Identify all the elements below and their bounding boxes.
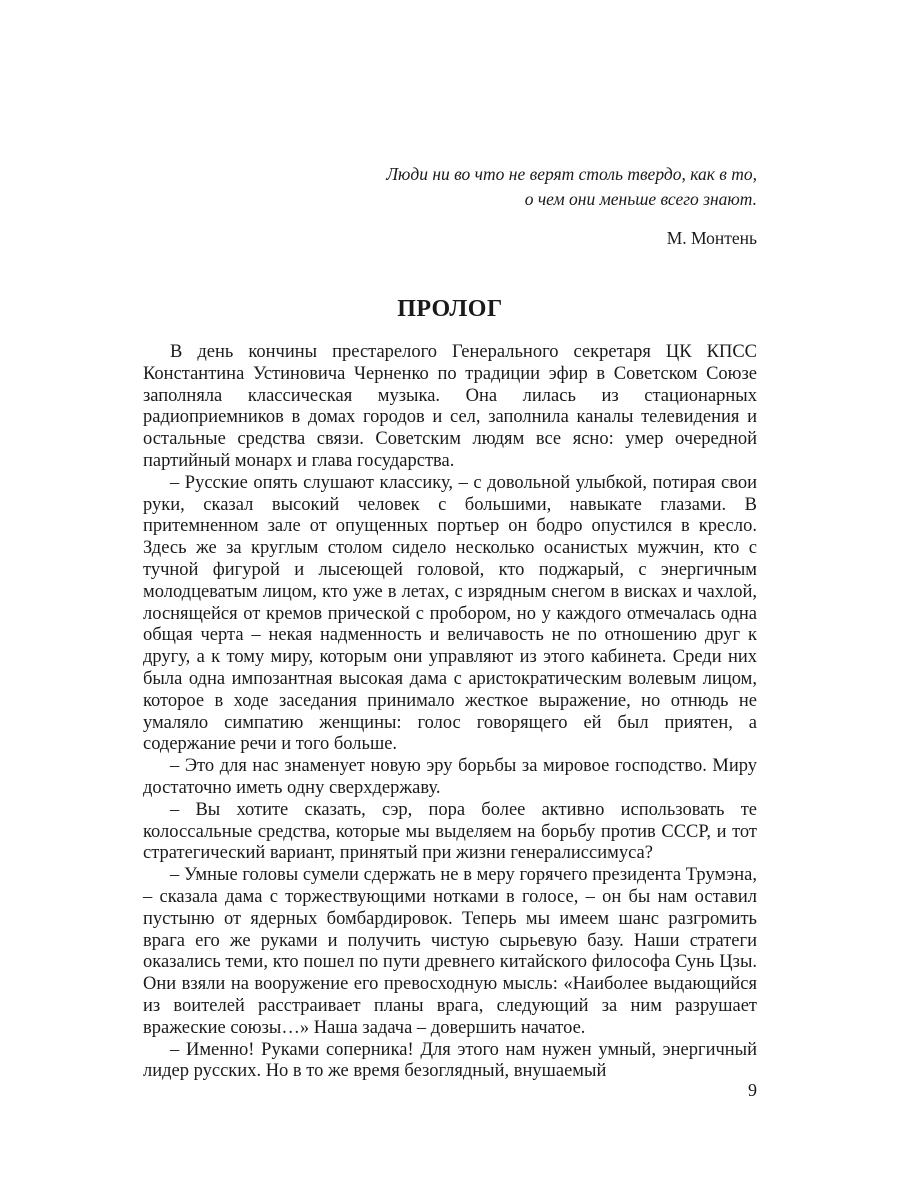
- page-number: 9: [748, 1080, 757, 1100]
- epigraph: [386, 162, 757, 212]
- paragraph: – Русские опять слушают классику, – с довольной улыбкой, потирая свои руки, сказал высокий человек с большими, навыкате глазами. В притемненном зале от опущенных портьер он бодро опустился в кресло. Здесь же за круглым столом сидело несколько осанистых мужчин, кто с тучной фигурой и лысеющей головой, кто поджарый, с энергичным молодцеватым лицом, кто уже в летах, с изрядным снегом в висках и чахлой, лоснящейся от кремов прической с пробором, но у каждого отмечалась одна общая черта – некая надменность и величавость не по отношению друг к другу, а к тому миру, которым они управляют из этого кабинета. Среди них была одна импозантная высокая дама с аристократическим волевым лицом, которое в ходе заседания принимало жесткое выражение, но отнюдь не умаляло симпатию женщины: голос говорящего ей был приятен, а содержание речи и того больше.: [143, 472, 757, 755]
- paragraph: – Вы хотите сказать, сэр, пора более активно использовать те колоссальные средства, которые мы выделяем на борьбу против СССР, и тот стратегический вариант, принятый при жизни генералиссимуса?: [143, 799, 757, 864]
- paragraph: В день кончины престарелого Генерального секретаря ЦК КПСС Константина Устиновича Черненко по традиции эфир в Советском Союзе заполняла классическая музыка. Она лилась из стационарных радиоприемников в домах городов и сел, заполнила каналы телевидения и остальные средства связи. Советским людям все ясно: умер очередной партийный монарх и глава государства.: [143, 342, 757, 471]
- epigraph-line-1: Люди ни во что не верят столь твердо, как в то,: [386, 164, 757, 184]
- chapter-body: [143, 342, 757, 1083]
- paragraph: – Именно! Руками соперника! Для этого нам нужен умный, энергичный лидер русских. Но в то же время безоглядный, внушаемый: [143, 1039, 757, 1082]
- epigraph-author: М. Монтень: [666, 228, 757, 248]
- epigraph-line-2: о чем они меньше всего знают.: [524, 189, 757, 209]
- paragraph: – Умные головы сумели сдержать не в меру горячего президента Трумэна, – сказала дама с торжествующими нотками в голосе, – он бы нам оставил пустыню от ядерных бомбардировок. Теперь мы имеем шанс разгромить врага его же руками и получить чистую сырьевую базу. Наши стратеги оказались теми, кто пошел по пути древнего китайского философа Сунь Цзы. Они взяли на вооружение его превосходную мысль: «Наиболее выдающийся из воителей расстраивает планы врага, следующий за ним разрушает вражеские союзы…» Наша задача – довершить начатое.: [143, 865, 757, 1038]
- paragraph: – Это для нас знаменует новую эру борьбы за мировое господство. Миру достаточно иметь одну сверхдержаву.: [143, 756, 757, 798]
- chapter-title: ПРОЛОГ: [397, 296, 503, 322]
